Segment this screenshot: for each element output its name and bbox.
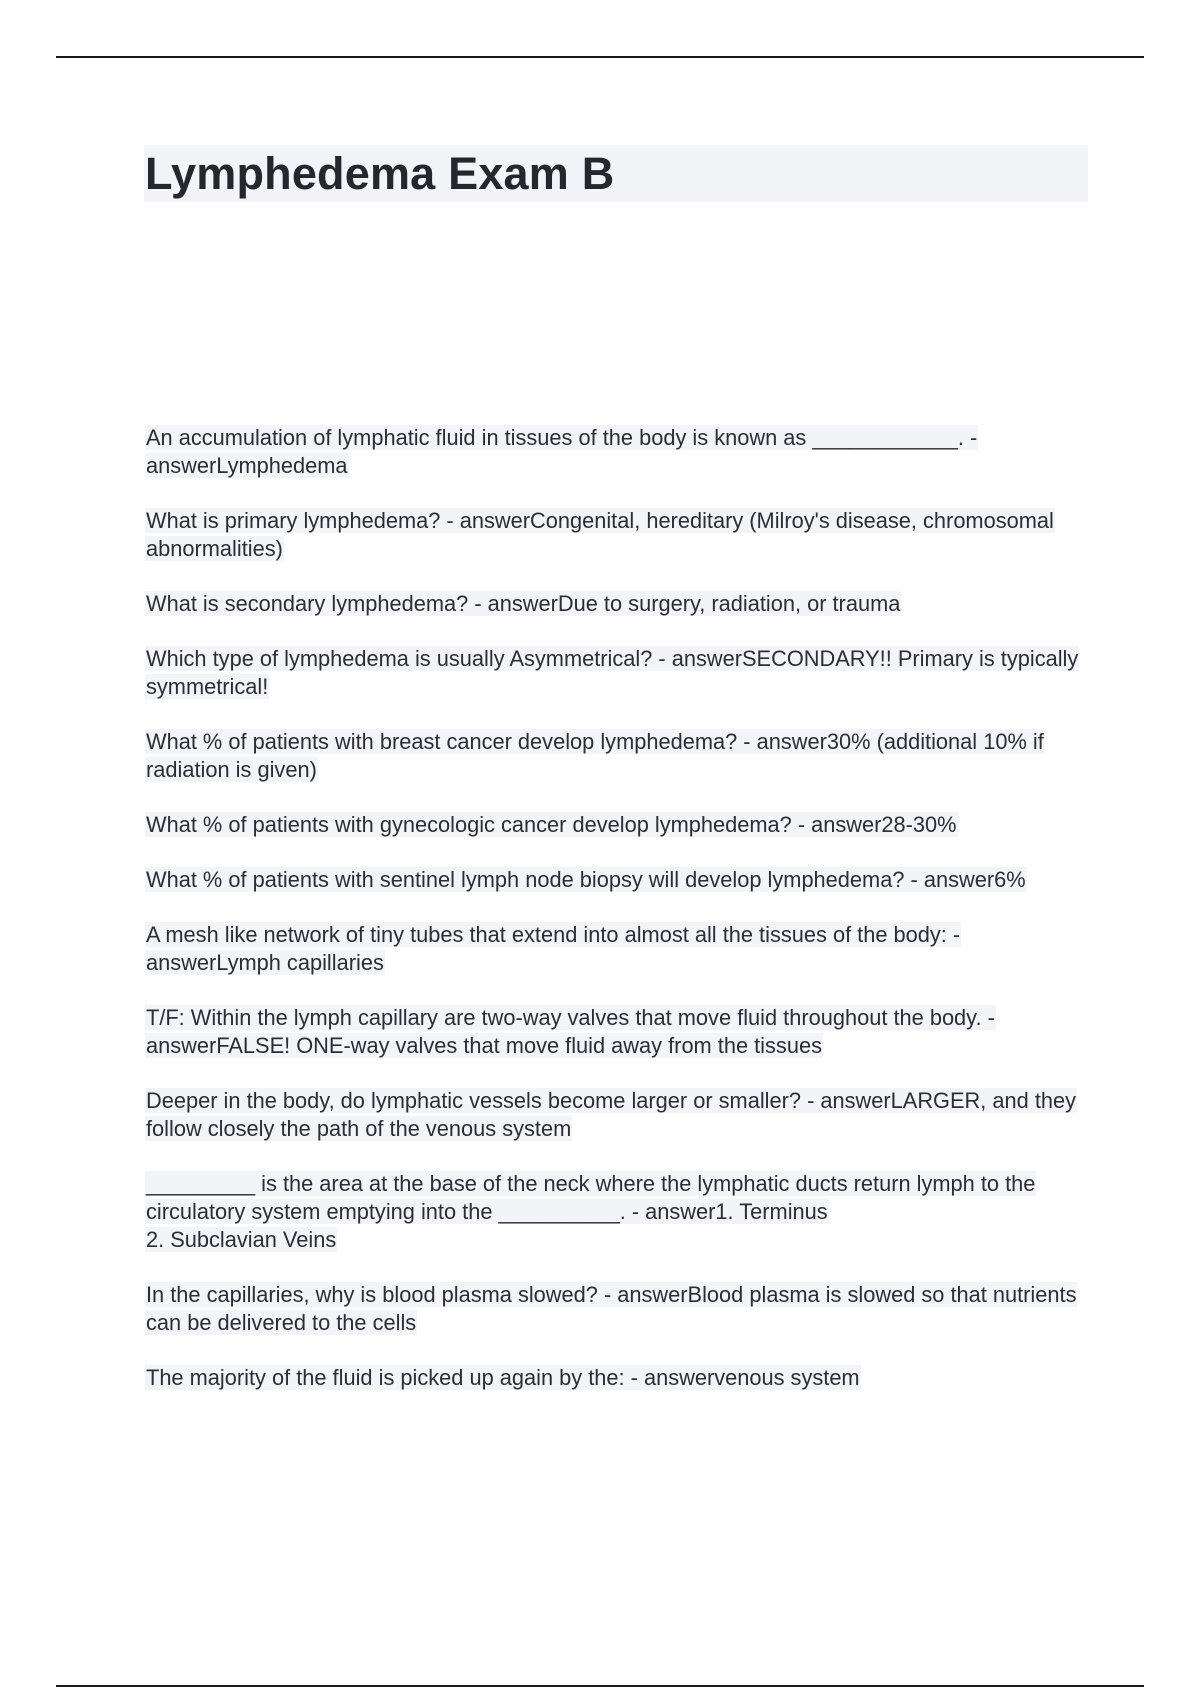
qa-item-6 (145, 811, 1090, 839)
footer-rule (56, 1685, 1144, 1687)
qa-text: A mesh like network of tiny tubes that extend into almost all the tissues of the body: - answerLymph capillaries (146, 922, 961, 975)
qa-item-10 (145, 1087, 1090, 1143)
qa-item-1 (145, 424, 1090, 480)
qa-text: What is secondary lymphedema? - answerDue to surgery, radiation, or trauma (146, 591, 901, 616)
qa-item-3 (145, 590, 1090, 618)
qa-list (145, 424, 1090, 1419)
qa-text: T/F: Within the lymph capillary are two-way valves that move fluid throughout the body. - answerFALSE! ONE-way valves that move fluid away from the tissues (146, 1005, 995, 1058)
qa-item-5 (145, 728, 1090, 784)
page-title: Lymphedema Exam B (145, 148, 615, 199)
header-rule (56, 56, 1144, 58)
qa-item-13 (145, 1364, 1090, 1392)
qa-item-11 (145, 1170, 1090, 1254)
qa-text: In the capillaries, why is blood plasma slowed? - answerBlood plasma is slowed so that nutrients can be delivered to the cells (146, 1282, 1077, 1335)
qa-item-2 (145, 507, 1090, 563)
qa-text: An accumulation of lymphatic fluid in tissues of the body is known as ____________. - answerLymphedema (146, 425, 978, 478)
qa-item-8 (145, 921, 1090, 977)
qa-item-4 (145, 645, 1090, 701)
qa-text: What % of patients with gynecologic cancer develop lymphedema? - answer28-30% (146, 812, 957, 837)
qa-text: The majority of the fluid is picked up again by the: - answervenous system (146, 1365, 860, 1390)
qa-text: _________ is the area at the base of the neck where the lymphatic ducts return lymph to the circulatory system emptying into the __________. - answer1. Terminus 2. Subclavian Veins (146, 1171, 1036, 1252)
qa-item-7 (145, 866, 1090, 894)
qa-text: What % of patients with sentinel lymph node biopsy will develop lymphedema? - answer6% (146, 867, 1026, 892)
qa-text: Which type of lymphedema is usually Asymmetrical? - answerSECONDARY!! Primary is typically symmetrical! (146, 646, 1079, 699)
qa-text: What % of patients with breast cancer develop lymphedema? - answer30% (additional 10% if radiation is given) (146, 729, 1044, 782)
qa-item-9 (145, 1004, 1090, 1060)
qa-text: Deeper in the body, do lymphatic vessels become larger or smaller? - answerLARGER, and they follow closely the path of the venous system (146, 1088, 1077, 1141)
qa-text: What is primary lymphedema? - answerCongenital, hereditary (Milroy's disease, chromosomal abnormalities) (146, 508, 1054, 561)
qa-item-12 (145, 1281, 1090, 1337)
